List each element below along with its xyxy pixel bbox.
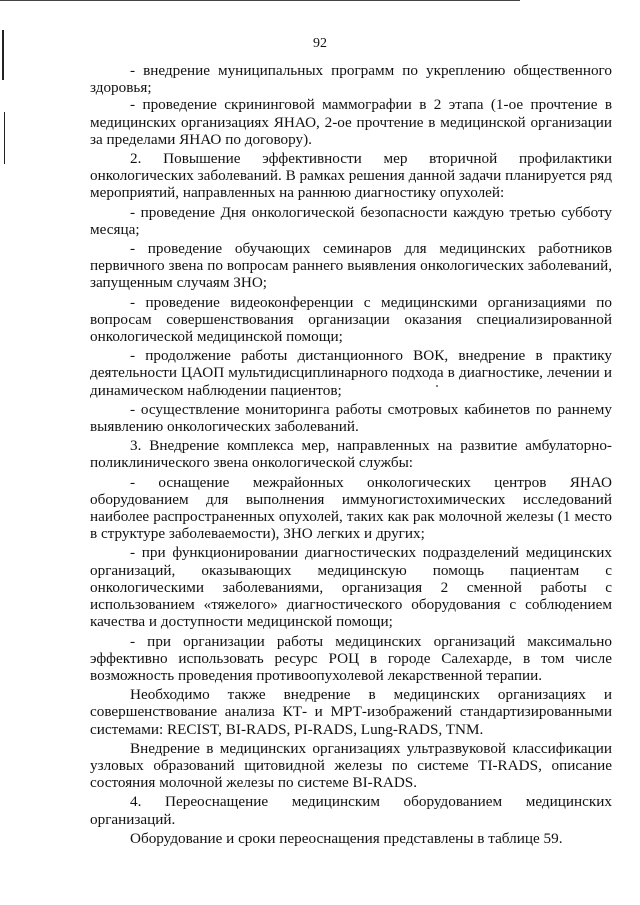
paragraph: 2. Повышение эффективности мер вторичной профилактики онкологических заболеваний. В рамках решения данной задачи планируется ряд мероприятий, направленных на раннюю диагностику опухолей: [90,150,612,202]
paragraph: - внедрение муниципальных программ по укреплению общественного здоровья; [90,62,612,97]
paragraph: 3. Внедрение комплекса мер, направленных на развитие амбулаторно-поликлинического звена онкологической службы: [90,437,612,472]
top-rule [0,0,520,1]
paragraph: - проведение видеоконференции с медицинскими организациями по вопросам совершенствования организации оказания специализированной онкологической медицинской помощи; [90,293,612,346]
paragraph: 4. Переоснащение медицинским оборудованием медицинских организаций. [90,793,612,828]
paragraph: - оснащение межрайонных онкологических центров ЯНАО оборудованием для выполнения иммуногистохимических исследований наиболее распространенных опухолей, таких как рак молочной железы (1 место в структуре заболеваемости), ЗНО легких и других; [90,473,612,543]
paragraph: Оборудование и сроки переоснащения представлены в таблице 59. [130,829,563,847]
paragraph: - проведение скрининговой маммографии в 2 этапа (1-ое прочтение в медицинских организациях ЯНАО, 2-ое прочтение в медицинской организации за пределами ЯНАО по договору). [90,96,612,148]
scan-mark [4,112,5,164]
paragraph: - при организации работы медицинских организаций максимально эффективно использовать ресурс РОЦ в городе Салехарде, в том числе возможность проведения противоопухолевой лекарственной терапии. [90,632,612,684]
paragraph: Внедрение в медицинских организациях ультразвуковой классификации узловых образований щитовидной железы по системе TI-RADS, описание состояния молочной железы по системе BI-RADS. [90,739,612,792]
page-number: 92 [313,36,327,51]
paragraph: Необходимо также внедрение в медицинских организациях и совершенствование анализа КТ- и МРТ-изображений стандартизированными системами: RECIST, BI-RADS, PI-RADS, Lung-RADS, TNM. [90,686,612,738]
paragraph: - продолжение работы дистанционного ВОК, внедрение в практику деятельности ЦАОП мультидисциплинарного подхода в диагностике, лечении и динамическом наблюдении пациентов; [90,347,612,399]
paragraph: - осуществление мониторинга работы смотровых кабинетов по раннему выявлению онкологических заболеваний. [90,400,612,436]
document-body [90,62,612,847]
paragraph: - проведение Дня онкологической безопасности каждую третью субботу месяца; [90,203,612,238]
paragraph: - при функционировании диагностических подразделений медицинских организаций, оказывающих медицинскую помощь пациентам с онкологическими заболеваниями, организация 2 сменной работы с использованием «тяжелого» диагностического оборудования с соблюдением качества и доступности медицинской помощи; [90,544,612,631]
paragraph: - проведение обучающих семинаров для медицинских работников первичного звена по вопросам раннего выявления онкологических заболеваний, запущенным случаям ЗНО; [90,240,612,292]
scan-speck [436,385,438,387]
